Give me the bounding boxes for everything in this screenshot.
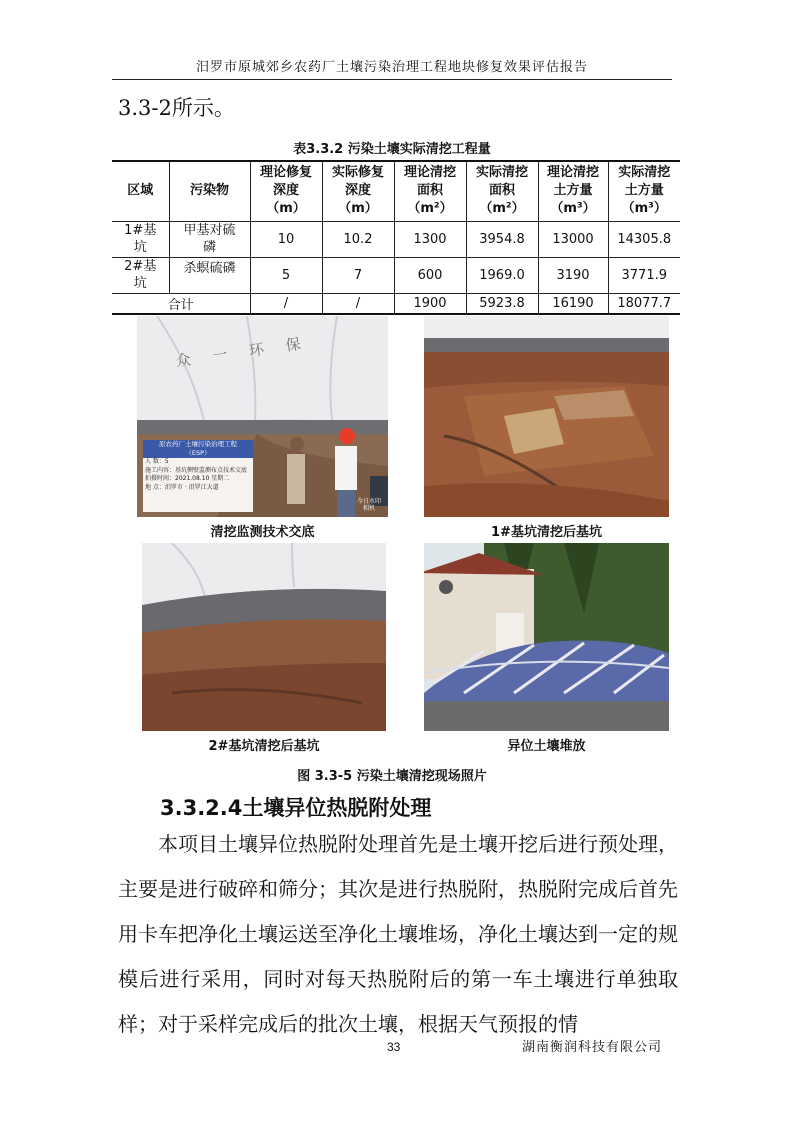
header-line: 理论清挖 xyxy=(546,165,599,181)
photo-caption-4: 异位土壤堆放 xyxy=(507,739,586,754)
header-line: 实际修复 xyxy=(331,165,384,181)
cell-total-theo-vol: 16190 xyxy=(538,293,608,314)
stamp-line: 施工内容：基坑侧壁监测布点技术交底 xyxy=(145,466,248,474)
cell-area xyxy=(112,257,169,293)
section-heading: 3.3.2.4土壤异位热脱附处理 xyxy=(160,796,432,820)
header-line: （m³） xyxy=(550,201,596,217)
header-cell xyxy=(250,161,322,221)
stamp-line: 拍摄时间：2021.08.10 星期二 xyxy=(145,475,230,482)
header-line: 理论修复 xyxy=(259,165,312,181)
body-paragraph: 本项目土壤异位热脱附处理首先是土壤开挖后进行预处理，主要是进行破碎和筛分；其次是进行热脱附，热脱附完成后首先用卡车把净化土壤运送至净化土壤堆场，净化土壤达到一定的规模后进行采用，同时对每天热脱附后的第一车土壤进行单独取样；对于采样完成后的批次土壤，根据天气预报的情 xyxy=(118,832,678,1036)
header-cell xyxy=(466,161,538,221)
photo-caption-3: 2#基坑清挖后基坑 xyxy=(208,739,320,754)
cell-total-act-depth: / xyxy=(322,293,394,314)
header-line: 理论清挖 xyxy=(403,165,456,181)
footer-company: 湖南衡润科技有限公司 xyxy=(522,1040,663,1055)
header-cell xyxy=(394,161,466,221)
header-line: 深度 xyxy=(344,183,371,199)
header-cell xyxy=(322,161,394,221)
table-header-row xyxy=(112,161,680,221)
cell-pollutant xyxy=(169,257,250,293)
photo-soil-stockpile-image xyxy=(424,543,669,731)
cell-act-vol: 14305.8 xyxy=(608,221,680,257)
photo-pit1-after-image xyxy=(424,316,669,517)
continuation-text: 3.3-2所示。 xyxy=(118,96,235,120)
header-cell xyxy=(538,161,608,221)
cell-line: 坑 xyxy=(133,276,147,291)
cell-theo-area: 600 xyxy=(394,257,466,293)
cell-line: 杀螟硫磷 xyxy=(183,260,236,276)
running-header: 汨罗市原城郊乡农药厂土壤污染治理工程地块修复效果评估报告 xyxy=(195,60,588,75)
photo-pit2-after xyxy=(142,543,386,731)
table-title: 表3.3.2 污染土壤实际清挖工程量 xyxy=(293,142,491,157)
header-cell xyxy=(169,161,250,221)
photo-pit1-after xyxy=(424,316,669,517)
header-cell xyxy=(112,161,169,221)
cell-theo-area: 1300 xyxy=(394,221,466,257)
stamp-subtitle: （ESP） xyxy=(143,449,253,458)
header-rule xyxy=(112,79,672,80)
cell-theo-depth: 10 xyxy=(250,221,322,257)
dome-text: 众一环保 xyxy=(174,331,324,371)
figure-caption: 图 3.3-5 污染土壤清挖现场照片 xyxy=(297,769,487,784)
cell-total-label: 合计 xyxy=(112,293,250,314)
header-line: （m³） xyxy=(621,201,667,217)
header-line: 土方量 xyxy=(624,183,664,199)
cell-line: 坑 xyxy=(133,240,147,255)
excavation-table xyxy=(112,160,680,315)
cell-line: 1#基 xyxy=(124,223,157,238)
header-line: 污染物 xyxy=(189,183,229,199)
cell-theo-depth: 5 xyxy=(250,257,322,293)
cell-total-theo-depth: / xyxy=(250,293,322,314)
cell-theo-vol: 13000 xyxy=(538,221,608,257)
header-line: 土方量 xyxy=(553,183,593,199)
header-line: （m²） xyxy=(479,201,525,217)
header-line: 面积 xyxy=(488,183,515,199)
header-line: 实际清挖 xyxy=(618,165,671,181)
header-line: （m²） xyxy=(407,201,453,217)
stamp-line: 人 数：5 xyxy=(145,458,169,465)
photo-stamp xyxy=(143,440,253,512)
header-line: （m） xyxy=(338,201,378,217)
stamp-title: 原农药厂土壤污染治理工程 xyxy=(143,440,253,449)
table-total-row xyxy=(112,293,680,314)
cell-act-area: 1969.0 xyxy=(466,257,538,293)
cell-area xyxy=(112,221,169,257)
camera-watermark: 今日水印 相机 xyxy=(356,498,381,512)
header-line: 面积 xyxy=(416,183,443,199)
header-line: 深度 xyxy=(272,183,299,199)
cell-act-depth: 10.2 xyxy=(322,221,394,257)
cell-pollutant xyxy=(169,221,250,257)
cell-total-act-vol: 18077.7 xyxy=(608,293,680,314)
photo-caption-1: 清挖监测技术交底 xyxy=(210,525,315,540)
photo-pit2-after-image xyxy=(142,543,386,731)
header-line: 实际清挖 xyxy=(475,165,528,181)
page-number: 33 xyxy=(387,1040,401,1054)
stamp-line: 地 点：汨罗市 · 汨罗江大道 xyxy=(145,483,219,491)
photo-caption-2: 1#基坑清挖后基坑 xyxy=(491,525,602,540)
cell-total-theo-area: 1900 xyxy=(394,293,466,314)
table-row xyxy=(112,221,680,257)
cell-total-act-area: 5923.8 xyxy=(466,293,538,314)
cell-act-vol: 3771.9 xyxy=(608,257,680,293)
header-line: （m） xyxy=(266,201,306,217)
table-row xyxy=(112,257,680,293)
header-cell xyxy=(608,161,680,221)
cell-theo-vol: 3190 xyxy=(538,257,608,293)
cell-act-area: 3954.8 xyxy=(466,221,538,257)
cell-line: 2#基 xyxy=(124,259,157,274)
header-line: 区域 xyxy=(127,183,154,199)
photo-soil-stockpile xyxy=(424,543,669,731)
cell-line: 甲基对硫 xyxy=(183,223,236,238)
cell-line: 磷 xyxy=(202,240,216,255)
photo-monitoring-briefing xyxy=(137,316,388,517)
cell-act-depth: 7 xyxy=(322,257,394,293)
